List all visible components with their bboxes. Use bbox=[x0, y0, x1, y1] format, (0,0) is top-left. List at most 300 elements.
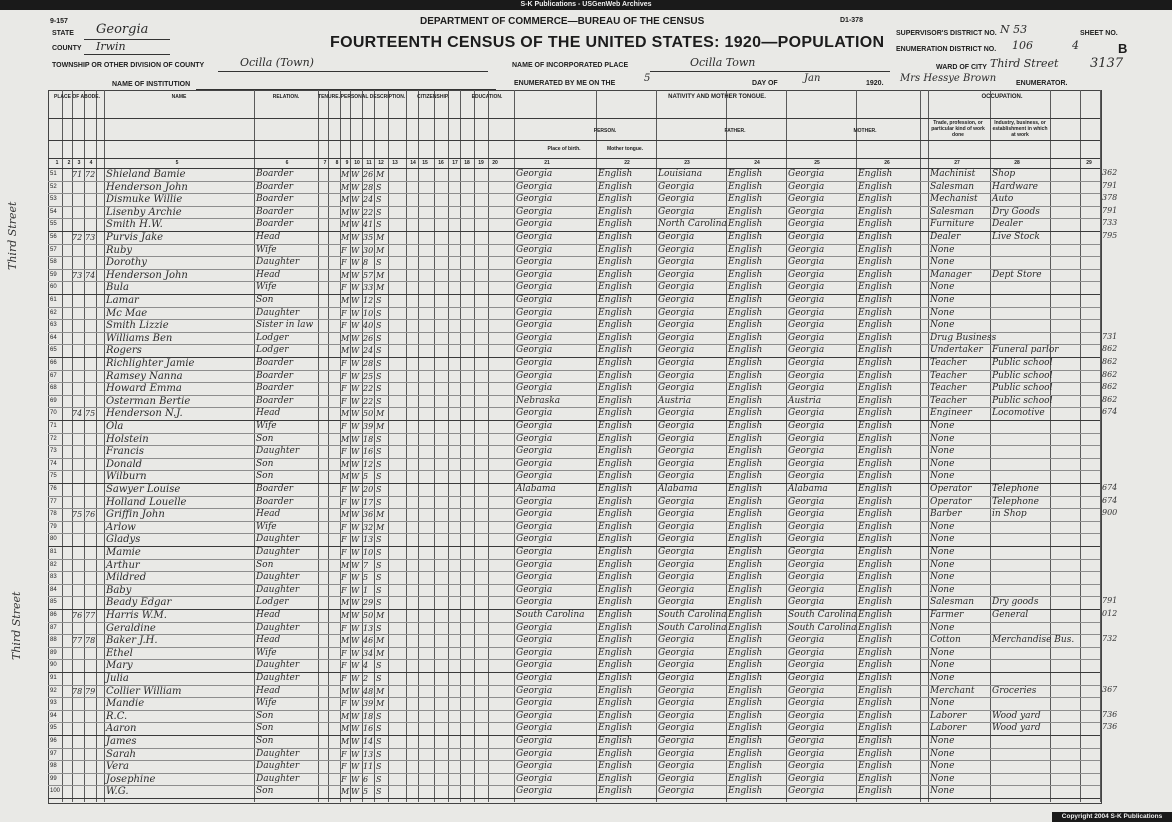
person-name: Mandie bbox=[106, 698, 145, 710]
father-tongue: English bbox=[728, 181, 763, 192]
relation: Daughter bbox=[256, 660, 300, 671]
mother-language: English bbox=[858, 194, 893, 205]
age: 7 bbox=[363, 560, 369, 570]
sex: M bbox=[341, 333, 350, 343]
marital-status: M bbox=[376, 233, 385, 242]
person-name: Henderson John bbox=[106, 269, 188, 281]
age: 29 bbox=[363, 598, 374, 608]
line-number: 96 bbox=[50, 738, 57, 744]
mother-birthplace: Georgia bbox=[788, 345, 825, 356]
mother-tongue: English bbox=[598, 673, 633, 683]
birthplace: Georgia bbox=[516, 572, 553, 583]
incorporated-label: NAME OF INCORPORATED PLACE bbox=[512, 62, 629, 69]
person-name: Ramsey Nanna bbox=[106, 370, 183, 382]
sex: M bbox=[341, 207, 350, 217]
mother-language: English bbox=[858, 345, 893, 356]
person-name: W.G. bbox=[106, 786, 129, 798]
person-name: Josephine bbox=[106, 773, 156, 785]
person-name: Osterman Bertie bbox=[106, 395, 191, 407]
mother-tongue: English bbox=[598, 773, 633, 784]
mother-tongue: English bbox=[598, 521, 633, 532]
occupation: Manager bbox=[930, 269, 972, 280]
line-number: 92 bbox=[50, 687, 57, 694]
line-number: 74 bbox=[50, 460, 57, 467]
line-number: 65 bbox=[50, 347, 57, 354]
line-number: 69 bbox=[50, 397, 57, 404]
line-number: 60 bbox=[50, 284, 57, 291]
column-number: 28 bbox=[1014, 160, 1020, 166]
column-number: 3 bbox=[77, 160, 81, 166]
group-citizenship: CITIZENSHIP. bbox=[417, 94, 449, 100]
mother-birthplace: Georgia bbox=[788, 698, 825, 709]
line-number: 93 bbox=[50, 700, 57, 707]
person-name: Ola bbox=[106, 421, 124, 432]
mother-birthplace: Georgia bbox=[788, 408, 825, 419]
marital-status: S bbox=[376, 321, 382, 331]
occupation: None bbox=[930, 773, 955, 784]
mother-language: English bbox=[858, 610, 893, 620]
age: 25 bbox=[363, 371, 374, 381]
marital-status: S bbox=[376, 497, 382, 507]
mother-tongue: English bbox=[598, 534, 633, 545]
column-number: 23 bbox=[684, 160, 690, 166]
race: W bbox=[351, 762, 360, 772]
mother-birthplace: Georgia bbox=[788, 295, 825, 305]
mother-tongue: English bbox=[598, 320, 633, 331]
mother-language: English bbox=[858, 622, 893, 633]
nativity-person: PERSON. bbox=[593, 128, 617, 134]
mother-tongue: English bbox=[598, 471, 633, 482]
sex: F bbox=[341, 774, 347, 784]
person-name: Beady Edgar bbox=[106, 597, 172, 609]
father-birthplace: Louisiana bbox=[658, 169, 703, 179]
mother-tongue: English bbox=[598, 395, 633, 406]
county-line bbox=[84, 54, 170, 55]
occupation: Salesman bbox=[930, 597, 975, 608]
mother-language: English bbox=[858, 421, 893, 431]
marital-status: S bbox=[376, 396, 382, 406]
father-birthplace: Georgia bbox=[658, 698, 695, 709]
age: 41 bbox=[363, 220, 374, 230]
group-tenure: TENURE. bbox=[318, 94, 340, 100]
mother-language: English bbox=[858, 597, 893, 608]
occupation: None bbox=[930, 761, 955, 772]
race: W bbox=[351, 396, 360, 406]
line-number: 56 bbox=[50, 234, 57, 240]
relation: Son bbox=[256, 559, 274, 570]
father-birthplace: Georgia bbox=[658, 206, 695, 217]
relation: Daughter bbox=[256, 534, 300, 545]
father-birthplace: Georgia bbox=[658, 534, 695, 545]
person-name: Holstein bbox=[106, 433, 149, 445]
age: 40 bbox=[363, 321, 374, 331]
line-number: 64 bbox=[50, 334, 57, 341]
enumerated-day: 5 bbox=[644, 73, 651, 84]
sex: M bbox=[341, 434, 350, 444]
marital-status: M bbox=[376, 636, 385, 646]
mother-tongue: English bbox=[598, 559, 633, 570]
marital-status: S bbox=[376, 371, 382, 381]
column-number: 4 bbox=[89, 160, 93, 166]
mother-language: English bbox=[858, 395, 893, 406]
occupation: None bbox=[930, 736, 955, 746]
age: 13 bbox=[363, 749, 374, 759]
marital-status: S bbox=[376, 195, 382, 205]
sex: M bbox=[341, 560, 350, 570]
occupation: Salesman bbox=[930, 181, 975, 192]
line-number: 72 bbox=[50, 435, 57, 442]
birthplace: Georgia bbox=[516, 647, 553, 658]
occupation-code: 791 bbox=[1102, 596, 1118, 606]
group-occupation: OCCUPATION. bbox=[981, 94, 1023, 100]
person-name: Arlow bbox=[106, 521, 136, 533]
race: W bbox=[351, 674, 360, 683]
sex: F bbox=[341, 258, 347, 268]
age: 28 bbox=[363, 359, 374, 368]
enumerator-name: Mrs Hessye Brown bbox=[900, 73, 997, 84]
occupation: None bbox=[930, 282, 955, 293]
mother-language: English bbox=[858, 181, 893, 192]
occupation-code: 791 bbox=[1102, 180, 1118, 190]
father-tongue: English bbox=[728, 496, 763, 507]
line-number: 52 bbox=[50, 183, 57, 190]
occupation: None bbox=[930, 660, 955, 671]
birthplace: Georgia bbox=[516, 786, 553, 797]
person-name: Collier William bbox=[106, 685, 182, 697]
mother-birthplace: Austria bbox=[788, 395, 822, 406]
mother-birthplace: Georgia bbox=[788, 383, 825, 394]
marital-status: S bbox=[376, 434, 382, 444]
industry: Public school bbox=[992, 370, 1053, 381]
relation: Daughter bbox=[256, 446, 300, 457]
person-name: Gladys bbox=[106, 534, 141, 546]
occupation: Barber bbox=[930, 509, 962, 520]
birthplace: Georgia bbox=[516, 232, 553, 242]
sex: F bbox=[341, 396, 347, 406]
occupation: None bbox=[930, 421, 955, 431]
sex: M bbox=[341, 472, 350, 482]
age: 4 bbox=[363, 661, 369, 671]
mother-tongue: English bbox=[598, 446, 633, 457]
line-number: 80 bbox=[50, 536, 57, 543]
occupation: None bbox=[930, 559, 955, 570]
occupation: Merchant bbox=[930, 685, 975, 696]
mother-language: English bbox=[858, 521, 893, 532]
birthplace: Georgia bbox=[516, 547, 553, 557]
father-birthplace: Georgia bbox=[658, 723, 695, 734]
mother-birthplace: Georgia bbox=[788, 660, 825, 671]
marital-status: S bbox=[376, 535, 382, 545]
birthplace: Georgia bbox=[516, 358, 553, 368]
person-name: Griffin John bbox=[106, 509, 165, 521]
occupation: Furniture bbox=[930, 219, 975, 230]
relation: Daughter bbox=[256, 673, 300, 683]
birthplace: Alabama bbox=[516, 484, 556, 494]
group-relation: RELATION. bbox=[272, 94, 300, 100]
occupation-code: 674 bbox=[1102, 495, 1118, 505]
industry: Dealer bbox=[992, 219, 1023, 230]
mother-language: English bbox=[858, 169, 893, 179]
mother-language: English bbox=[858, 232, 893, 242]
father-tongue: English bbox=[728, 635, 763, 646]
birthplace: Georgia bbox=[516, 345, 553, 356]
relation: Son bbox=[256, 458, 274, 469]
institution-label: NAME OF INSTITUTION bbox=[112, 81, 191, 88]
age: 57 bbox=[363, 270, 374, 280]
mother-birthplace: Georgia bbox=[788, 547, 825, 557]
copyright: Copyright 2004 S-K Publications bbox=[1052, 812, 1172, 822]
father-tongue: English bbox=[728, 370, 763, 381]
birthplace: Georgia bbox=[516, 521, 553, 532]
mother-birthplace: Georgia bbox=[788, 597, 825, 608]
marital-status: S bbox=[376, 737, 382, 746]
age: 24 bbox=[363, 346, 374, 356]
birthplace: Georgia bbox=[516, 509, 553, 520]
line-number: 82 bbox=[50, 561, 57, 568]
race: W bbox=[351, 787, 360, 797]
age: 10 bbox=[363, 308, 374, 318]
nativity-father: FATHER. bbox=[724, 128, 746, 134]
age: 33 bbox=[363, 283, 374, 293]
industry: Hardware bbox=[992, 181, 1038, 192]
father-birthplace: Georgia bbox=[658, 509, 695, 520]
mother-tongue: English bbox=[598, 269, 633, 280]
father-birthplace: Georgia bbox=[658, 307, 695, 318]
mother-tongue: English bbox=[598, 408, 633, 419]
mother-language: English bbox=[858, 408, 893, 419]
publisher-bar: S-K Publications - USGenWeb Archives bbox=[0, 0, 1172, 10]
father-tongue: English bbox=[728, 433, 763, 444]
relation: Wife bbox=[256, 647, 277, 658]
mother-birthplace: Georgia bbox=[788, 370, 825, 381]
incorporated-line bbox=[650, 71, 890, 72]
age: 12 bbox=[363, 459, 374, 469]
margin-street-lower: Third Street bbox=[10, 591, 23, 660]
age: 26 bbox=[363, 170, 374, 179]
race: W bbox=[351, 623, 360, 633]
column-number: 9 bbox=[345, 160, 349, 166]
industry: Locomotive bbox=[992, 408, 1045, 419]
father-tongue: English bbox=[728, 748, 763, 759]
relation: Head bbox=[256, 610, 281, 620]
mother-tongue: English bbox=[598, 660, 633, 671]
race: W bbox=[351, 636, 360, 646]
line-number: 91 bbox=[50, 675, 57, 681]
father-tongue: English bbox=[728, 408, 763, 419]
age: 50 bbox=[363, 611, 374, 620]
mother-language: English bbox=[858, 698, 893, 709]
occupation: Laborer bbox=[930, 710, 967, 721]
marital-status: S bbox=[376, 623, 382, 633]
father-tongue: English bbox=[728, 471, 763, 482]
occupation: None bbox=[930, 572, 955, 583]
marital-status: M bbox=[376, 686, 385, 696]
mother-birthplace: Georgia bbox=[788, 748, 825, 759]
industry: Groceries bbox=[992, 685, 1037, 696]
grid-hline-header bbox=[48, 158, 1100, 159]
ward-label: WARD OF CITY bbox=[936, 64, 987, 71]
mother-tongue: English bbox=[598, 332, 633, 343]
column-number: 15 bbox=[422, 160, 428, 166]
marital-status: S bbox=[376, 384, 382, 394]
race: W bbox=[351, 384, 360, 394]
race: W bbox=[351, 296, 360, 305]
father-tongue: English bbox=[728, 622, 763, 633]
marital-status: S bbox=[376, 598, 382, 608]
father-birthplace: Georgia bbox=[658, 584, 695, 595]
column-number: 2 bbox=[67, 160, 71, 166]
line-number: 89 bbox=[50, 649, 57, 656]
birthplace: Georgia bbox=[516, 622, 553, 633]
mother-tongue: English bbox=[598, 610, 633, 620]
mother-birthplace: Georgia bbox=[788, 358, 825, 368]
marital-status: S bbox=[376, 774, 382, 784]
relation: Head bbox=[256, 685, 281, 696]
family-number: 79 bbox=[85, 686, 96, 696]
birthplace: Georgia bbox=[516, 370, 553, 381]
birthplace: Georgia bbox=[516, 244, 553, 255]
relation: Daughter bbox=[256, 761, 300, 772]
mother-tongue: English bbox=[598, 307, 633, 318]
father-birthplace: Georgia bbox=[658, 597, 695, 608]
line-number: 75 bbox=[50, 473, 57, 480]
race: W bbox=[351, 359, 360, 368]
relation: Wife bbox=[256, 244, 277, 255]
race: W bbox=[351, 170, 360, 179]
age: 34 bbox=[363, 648, 374, 658]
line-number: 73 bbox=[50, 448, 57, 455]
person-name: Bula bbox=[106, 282, 129, 294]
family-number: 73 bbox=[85, 233, 96, 242]
mother-tongue: English bbox=[598, 421, 633, 431]
occupation: None bbox=[930, 307, 955, 318]
race: W bbox=[351, 346, 360, 356]
age: 39 bbox=[363, 422, 374, 431]
sex: M bbox=[341, 611, 350, 620]
group-name: NAME bbox=[171, 94, 187, 100]
incorporated-value: Ocilla Town bbox=[690, 56, 756, 69]
mother-language: English bbox=[858, 685, 893, 696]
father-tongue: English bbox=[728, 244, 763, 255]
marital-status: S bbox=[376, 308, 382, 318]
mother-language: English bbox=[858, 295, 893, 305]
age: 5 bbox=[363, 787, 369, 797]
sheet-label: SHEET NO. bbox=[1080, 30, 1118, 37]
race: W bbox=[351, 699, 360, 709]
industry: Dept Store bbox=[992, 269, 1042, 280]
mother-language: English bbox=[858, 446, 893, 457]
column-number: 5 bbox=[175, 160, 179, 166]
sex: M bbox=[341, 220, 350, 230]
race: W bbox=[351, 182, 360, 192]
race: W bbox=[351, 321, 360, 331]
mother-language: English bbox=[858, 635, 893, 646]
column-number: 22 bbox=[624, 160, 630, 166]
age: 39 bbox=[363, 699, 374, 709]
line-number: 57 bbox=[50, 246, 57, 253]
father-tongue: English bbox=[728, 559, 763, 570]
sex: M bbox=[341, 636, 350, 646]
father-tongue: English bbox=[728, 710, 763, 721]
race: W bbox=[351, 535, 360, 545]
father-tongue: English bbox=[728, 484, 763, 494]
father-tongue: English bbox=[728, 660, 763, 671]
birthplace: Georgia bbox=[516, 597, 553, 608]
occupation: None bbox=[930, 320, 955, 331]
column-number: 16 bbox=[438, 160, 444, 166]
sex: F bbox=[341, 623, 347, 633]
mother-tongue: English bbox=[598, 295, 633, 305]
corner-number: 3137 bbox=[1090, 56, 1124, 71]
township-value: Ocilla (Town) bbox=[240, 56, 314, 69]
relation: Wife bbox=[256, 698, 277, 709]
mother-birthplace: Georgia bbox=[788, 232, 825, 242]
line-number: 97 bbox=[50, 750, 57, 757]
mother-tongue: English bbox=[598, 723, 633, 734]
birthplace: Georgia bbox=[516, 181, 553, 192]
marital-status: S bbox=[376, 220, 382, 230]
mother-language: English bbox=[858, 383, 893, 394]
sex: M bbox=[341, 711, 350, 721]
line-number: 58 bbox=[50, 259, 57, 266]
race: W bbox=[351, 270, 360, 280]
father-birthplace: Georgia bbox=[658, 421, 695, 431]
occupation: Salesman bbox=[930, 206, 975, 217]
person-name: R.C. bbox=[106, 710, 128, 722]
age: 48 bbox=[363, 686, 374, 696]
father-birthplace: Georgia bbox=[658, 471, 695, 482]
dwelling-number: 73 bbox=[72, 270, 83, 280]
occupation: None bbox=[930, 673, 955, 683]
father-birthplace: Georgia bbox=[658, 383, 695, 394]
father-tongue: English bbox=[728, 610, 763, 620]
occupation-code: 367 bbox=[1102, 684, 1118, 694]
sex: F bbox=[341, 585, 347, 595]
occupation: Drug Business bbox=[930, 332, 997, 343]
mother-tongue: English bbox=[598, 433, 633, 444]
mother-language: English bbox=[858, 673, 893, 683]
father-birthplace: Georgia bbox=[658, 786, 695, 797]
father-tongue: English bbox=[728, 307, 763, 318]
column-number: 29 bbox=[1086, 160, 1092, 166]
occupation: None bbox=[930, 295, 955, 305]
birthplace: Georgia bbox=[516, 295, 553, 305]
mother-tongue: English bbox=[598, 206, 633, 217]
birthplace: Georgia bbox=[516, 710, 553, 721]
father-tongue: English bbox=[728, 269, 763, 280]
nativity-mother: MOTHER. bbox=[853, 128, 877, 134]
father-birthplace: North Carolina bbox=[658, 219, 727, 230]
grid-hline-header bbox=[48, 118, 1100, 119]
line-number: 98 bbox=[50, 763, 57, 770]
birthplace: Georgia bbox=[516, 257, 553, 268]
industry: Public school bbox=[992, 358, 1053, 368]
column-number: 1 bbox=[55, 160, 59, 166]
sex: F bbox=[341, 699, 347, 709]
relation: Boarder bbox=[256, 206, 294, 217]
enumerated-label: ENUMERATED BY ME ON THE bbox=[514, 80, 616, 87]
father-birthplace: Georgia bbox=[658, 496, 695, 507]
father-birthplace: Georgia bbox=[658, 572, 695, 583]
race: W bbox=[351, 207, 360, 217]
line-number: 63 bbox=[50, 322, 57, 329]
father-birthplace: Georgia bbox=[658, 635, 695, 646]
age: 2 bbox=[363, 674, 369, 683]
sex: F bbox=[341, 661, 347, 671]
occupation: None bbox=[930, 786, 955, 797]
birthplace: Georgia bbox=[516, 383, 553, 394]
race: W bbox=[351, 245, 360, 255]
